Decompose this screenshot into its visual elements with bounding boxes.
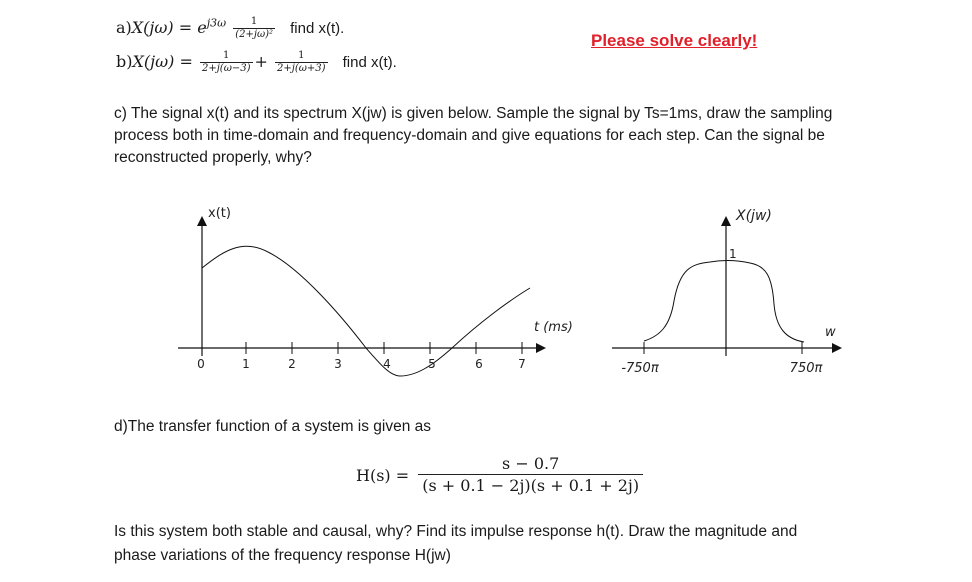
transfer-function-equation bbox=[356, 454, 645, 497]
part-d-intro: d)The transfer function of a system is given as bbox=[114, 418, 432, 435]
part-b-label: b) bbox=[116, 52, 133, 71]
time-domain-plot bbox=[170, 196, 590, 386]
part-c-paragraph bbox=[114, 103, 874, 169]
part-d-question-line-1: Is this system both stable and causal, why? Find its impulse response h(t). Draw the magnitude and bbox=[114, 523, 798, 540]
time-tick-label-4: 4 bbox=[383, 357, 391, 371]
part-b-equation bbox=[116, 50, 397, 75]
freq-y-label: X(jw) bbox=[736, 208, 772, 224]
part-a-equation bbox=[116, 16, 344, 41]
spectrum-curve bbox=[644, 261, 804, 342]
freq-peak-label: 1 bbox=[729, 247, 737, 261]
time-tick-label-6: 6 bbox=[475, 357, 483, 371]
part-c-line-3: reconstructed properly, why? bbox=[114, 149, 312, 166]
part-b-fraction-2 bbox=[275, 50, 328, 75]
time-tick-label-0: 0 bbox=[197, 357, 205, 371]
freq-right-tick-label: 750π bbox=[789, 361, 823, 376]
part-a-exponent: j3ω bbox=[206, 16, 227, 30]
part-d-question bbox=[114, 520, 874, 568]
part-b-task: find x(t). bbox=[342, 54, 397, 71]
time-x-arrow bbox=[536, 343, 546, 353]
part-b-lhs: X(jω) = bbox=[132, 52, 193, 71]
part-c-line-2: process both in time-domain and frequency-domain and give equations for each step. Can the signal be bbox=[114, 127, 825, 144]
transfer-function-num: s − 0.7 bbox=[502, 454, 560, 473]
freq-y-arrow bbox=[721, 216, 731, 226]
part-b-fraction-1-num: 1 bbox=[223, 50, 230, 61]
transfer-function-lhs: H(s) = bbox=[356, 466, 410, 485]
time-y-label: x(t) bbox=[208, 206, 231, 221]
transfer-function-fraction bbox=[418, 454, 643, 497]
part-b-fraction-1-den: 2+j(ω−3) bbox=[201, 63, 251, 74]
time-tick-label-1: 1 bbox=[242, 357, 250, 371]
part-b-fraction-2-den: 2+j(ω+3) bbox=[277, 63, 326, 74]
time-tick-label-5: 5 bbox=[428, 357, 436, 371]
part-a-task: find x(t). bbox=[290, 20, 345, 37]
notice-text: Please solve clearly! bbox=[591, 31, 758, 50]
part-c-line-1: c) The signal x(t) and its spectrum X(jw) is given below. Sample the signal by Ts=1ms, draw the sampling bbox=[114, 105, 833, 122]
part-a-lhs: X(jω) = e bbox=[131, 18, 207, 37]
part-a-fraction-den: (2+jω)² bbox=[235, 29, 274, 40]
time-tick-label-2: 2 bbox=[288, 357, 296, 371]
time-tick-label-3: 3 bbox=[334, 357, 342, 371]
part-b-fraction-1 bbox=[200, 50, 253, 75]
part-b-plus: + bbox=[254, 52, 268, 71]
time-x-label: t (ms) bbox=[534, 320, 573, 335]
time-tick-label-7: 7 bbox=[518, 357, 526, 371]
frequency-domain-plot bbox=[610, 196, 850, 386]
part-b-fraction-2-num: 1 bbox=[298, 50, 305, 61]
freq-x-arrow bbox=[832, 343, 842, 353]
part-a-label: a) bbox=[116, 18, 132, 37]
time-y-arrow bbox=[197, 216, 207, 226]
part-d-question-line-2: phase variations of the frequency response H(jw) bbox=[114, 547, 451, 564]
freq-left-tick-label: -750π bbox=[621, 361, 659, 376]
freq-x-label: w bbox=[825, 325, 836, 340]
part-a-fraction bbox=[233, 16, 275, 41]
transfer-function-den: (s + 0.1 − 2j)(s + 0.1 + 2j) bbox=[418, 474, 643, 497]
part-a-fraction-num: 1 bbox=[250, 16, 258, 27]
